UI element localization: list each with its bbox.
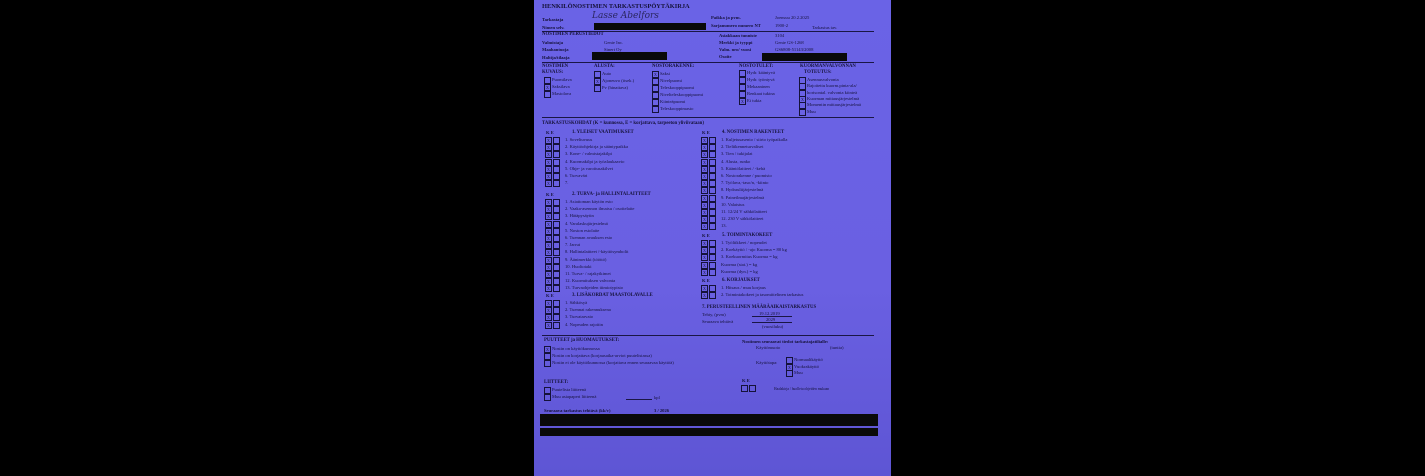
checklist-item: Puomilava [552,77,572,82]
checklist-item: Kuorma (stat.) = kg [721,261,758,267]
checkbox[interactable] [544,387,551,394]
sec5-heading: 5. TOIMINTAKOKEET [722,233,773,238]
divider [542,62,874,63]
tehty-label: Tehty, (pvm) [702,312,726,317]
checkbox[interactable] [594,71,601,78]
checklist-item: 3. Koekuormitus Kuorma = kg [721,254,778,260]
checkbox[interactable] [553,235,560,242]
checkbox[interactable]: X [545,257,552,264]
checkbox[interactable] [652,92,659,99]
checkbox[interactable] [553,199,560,206]
checkbox[interactable] [553,151,560,158]
checklist-item: 2. Toimintakokeet ja tasomittelinen tarkastus [721,292,804,298]
checkbox[interactable]: X [545,322,552,329]
checklist-item: 3. Kone- / valmistajakilpi [565,151,612,157]
checkbox[interactable] [739,77,746,84]
next-inspection-label: Seuraava tarkastus tehtävä (kk/v) [544,408,611,413]
ke-header-bottom: K E [742,378,750,383]
valm-value: GS6808-51143/2008 [775,47,814,52]
checkbox[interactable] [553,166,560,173]
checklist-item: 1. Sähkösyä [565,300,588,305]
checklist-item: 1. Kuljetusasento / siirto työpaikalla [721,137,788,142]
checkbox[interactable]: X [701,180,708,187]
nostoliike-heading: NOSTOTULET: [739,64,774,69]
checkbox[interactable] [709,159,716,166]
checkbox[interactable] [553,159,560,166]
checkbox[interactable] [652,85,659,92]
checkbox[interactable] [709,254,716,261]
checkbox[interactable]: X [786,364,793,371]
checklist-item: 1. Hitsaus / muu korjaus [721,285,766,290]
checklist-item: Hydr. kääntyvä [747,70,776,75]
checklist-item: Rajoitettu kuorm.pinta-ala/ [807,83,857,89]
tarkastaja-label: Tarkastaja [542,17,564,22]
nostorakenne-heading: NOSTORAKENNE: [652,64,695,69]
checkbox[interactable] [553,278,560,285]
ke-header-left: K E [546,130,554,135]
toteutus-heading: TOTEUTUS: [804,70,832,75]
checkbox[interactable]: X [545,228,552,235]
checklist-item: Mastolava [552,91,572,96]
checkbox[interactable] [553,249,560,256]
asiakkaan-label: Asiakkaan tunniste [719,33,757,38]
checkbox[interactable]: X [701,173,708,180]
checkbox[interactable]: X [545,242,552,249]
checklist-item: Renkaat tukina [747,91,775,96]
merkki-label: Merkki ja tyyppi [719,40,753,45]
sec2-heading: 2. TURVA- ja HALLINTALAITTEET [572,192,651,197]
checkbox[interactable]: X [544,346,551,353]
checkbox[interactable] [749,385,756,392]
osoite-label: Osoite [719,54,732,59]
checklist-item: 5. Kääntölaitteet / -kehä [721,165,766,171]
checkbox[interactable] [553,307,560,314]
redacted-owner [592,52,667,60]
checkbox[interactable]: X [545,264,552,271]
checkbox[interactable] [553,322,560,329]
checkbox[interactable]: X [594,78,601,85]
divider [542,117,874,118]
checklist-item: Pv (hinattava) [602,85,628,90]
checkbox[interactable] [652,99,659,106]
checkbox[interactable]: X [545,300,552,307]
checkbox[interactable]: X [545,180,552,187]
checklist-item: 4. Alusta, runko [721,158,751,164]
paikka-value: Joensuu 20.2.2025 [775,15,810,20]
checkbox[interactable] [709,151,716,158]
checkbox[interactable] [741,385,748,392]
checklist-item: Normaalikäyttö [794,357,823,362]
kayttotapa-label: Käyttötapa: [756,360,778,365]
checkbox[interactable]: X [701,151,708,158]
checkbox[interactable] [709,292,716,299]
checkbox[interactable] [709,202,716,209]
checkbox[interactable] [544,394,551,401]
nimen-selv-label: Nimen selv. [542,25,565,30]
checkbox[interactable] [709,240,716,247]
checklist-item: 8. Hydrauliijärjestelmä [721,187,764,193]
checkbox[interactable] [544,77,551,84]
checkbox[interactable]: X [545,144,552,151]
seuraava-label: Seuraava tehtävä [702,319,734,324]
seuraava-value: 2029 [766,317,776,322]
checkbox[interactable] [652,106,659,113]
checkbox[interactable] [652,78,659,85]
checklist-item: 4. Nopeuden rajoitin [565,321,603,327]
checkbox[interactable] [553,257,560,264]
checkbox[interactable] [553,206,560,213]
checklist-item: 1. Asiattoman käytön esto [565,199,613,204]
checklist-item: Momentin mittausjärjestelmä [807,102,861,108]
checklist-item: 11. Turva- / rajakytkimet [565,271,611,276]
maahantuoja-value: Sinert Oy [604,47,622,52]
tarkastuskohdat-heading: TARKASTUSKOHDAT (K = kunnossa, E = korjattava, tarpeeton yliviivataan) [542,121,704,126]
asiakkaan-value: 3104 [775,33,785,38]
checkbox[interactable] [553,228,560,235]
checkbox[interactable] [553,137,560,144]
checklist-item: 11. 12/24 V sähkölaitteet [721,209,767,214]
redacted-name [594,23,706,30]
checklist-item: Nivelpuomi [660,78,682,83]
checkbox[interactable]: X [701,240,708,247]
checklist-item: 4. Varalaskujärjestelmä [565,220,608,226]
checkbox[interactable] [709,195,716,202]
inspection-document [534,0,891,476]
checkbox[interactable]: X [545,285,552,292]
sec7-heading: 7. PERUSTEELLINEN MÄÄRÄAIKAISTARKASTUS [702,305,817,310]
checklist-item: 1. Työliikkeet / nopeudet [721,240,767,245]
underline [752,322,792,323]
checkbox[interactable] [739,91,746,98]
document-title: HENKILÖNOSTIMEN TARKASTUSPÖYTÄKIRJA [542,3,690,10]
checklist-item: Saksi [660,71,670,76]
checkbox[interactable]: X [701,262,708,269]
checkbox[interactable] [709,247,716,254]
paikka-label: Paikka ja pvm. [711,15,741,20]
checkbox[interactable] [553,144,560,151]
checkbox[interactable] [553,285,560,292]
sarjanumero-value: 1900-2 [775,23,789,28]
checklist-item: Hydr. työntyvä [747,77,775,82]
checklist-item: 9. Äänimerkki (tööttö) [565,256,607,262]
checklist-item: 1. Soveltuvuus [565,137,593,142]
checklist-item: Muu asiapaperi liitteenä [552,394,597,399]
checkbox[interactable]: X [545,199,552,206]
checkbox[interactable] [544,360,551,367]
kpl-label: kpl [654,395,660,400]
alusta-heading: ALUSTA: [594,64,615,69]
checkbox[interactable]: X [545,221,552,228]
checklist-item: 4. Kuormakilpi ja työalaukaavio [565,158,625,164]
ke-header-right3: K E [702,278,710,283]
checklist-item: 8. Hallintalaitteet /-käyttösymbolit [565,249,629,255]
checklist-item: Teleskooppipuomi [660,85,695,90]
checklist-item: 10. Valaistus [721,201,745,207]
checklist-item: 12. Kuormituksen valvonta [565,278,616,284]
checkbox[interactable] [553,264,560,271]
checkbox[interactable] [709,262,716,269]
checkbox[interactable]: X [701,292,708,299]
checkbox[interactable]: X [545,213,552,220]
checkbox[interactable]: X [545,159,552,166]
tuntia-label: (tuntia) [830,345,844,350]
liitteet-heading: LIITTEET: [544,380,569,385]
checkbox[interactable]: X [545,314,552,321]
checklist-item: Teleskooppimasto [660,106,694,111]
checklist-item: Saksilava [552,84,570,89]
checkbox[interactable]: X [799,96,806,103]
checklist-item: 6. Nostorakenne / puomisto [721,173,772,178]
checklist-item: 2. Tieliikenneturvaliset [721,144,764,150]
checkbox[interactable]: X [545,235,552,242]
checkbox[interactable]: X [652,71,659,78]
checkbox[interactable] [709,187,716,194]
checklist-item: Vuokrakäyttö [794,363,819,369]
checklist-item: Kuorma (dyn.) = kg [721,268,758,274]
perustiedot-heading: NOSTIMEN PERUSTIEDOT [542,32,604,37]
checklist-item: 7. Jarrut [565,242,581,248]
checklist-item: Nostin on korjattava (korjausaika-arviot puutelistassa) [552,353,652,358]
checklist-item: Muu [807,108,816,114]
checkbox[interactable]: X [701,285,708,292]
checkbox[interactable]: X [545,166,552,173]
checkbox[interactable]: X [701,216,708,223]
checkbox[interactable] [709,269,716,276]
checklist-item: 5. Ohje- ja varoitusakilvet [565,165,613,171]
checkbox[interactable]: X [701,166,708,173]
checkbox[interactable]: X [545,151,552,158]
checklist-item: 2. Vaaka-asennon ilmaisu / osoitelaite [565,206,635,212]
kuormanvalvonnan-heading: KUORMANVALVONNAN [800,64,856,69]
valmistaja-value: Genie Inc. [604,40,624,45]
checkbox[interactable]: X [701,269,708,276]
checklist-item: Asennusvalvonta [807,77,839,82]
kuvaus-label: KUVAUS: [542,70,564,75]
haltija-label: Haltija/tilaaja [542,55,570,60]
tarkastus-label: Tarkastus tav. [812,25,838,30]
checkbox[interactable]: X [701,254,708,261]
checkbox[interactable] [709,209,716,216]
sec3-heading: 3. LISÄKORDAT MAASTOLAVALLE [572,293,653,298]
checkbox[interactable]: X [701,137,708,144]
checklist-item: Nostin ei ole käyttökunnossa (korjattava ennen seuraavaa käyttöä) [552,360,674,365]
checklist-item: Puutelista liitteenä [552,387,587,392]
checkbox[interactable] [553,242,560,249]
checklist-item: 13. Turvaohjeiden tiimiotypisto [565,285,624,291]
checklist-item: 7. Työlava,-taso/n, -kiinto [721,180,769,186]
checkbox[interactable] [553,180,560,187]
checkbox[interactable] [709,285,716,292]
sarjanumero-label: Sarjanumero numero NT [711,23,761,28]
checklist-item: 2. Käyttöohjekirja ja sääntypaikka [565,144,629,150]
checkbox[interactable]: X [545,278,552,285]
checkbox[interactable]: X [701,195,708,202]
sec1-heading: 1. YLEISET VAATIMUKSET [572,130,634,135]
checkbox[interactable] [799,109,806,116]
next-inspection-value: 3 / 2026 [654,408,670,413]
checkbox[interactable]: X [545,307,552,314]
divider [542,335,874,336]
checklist-item: 13. [721,223,727,229]
valmistaja-label: Valmistaja [542,40,564,45]
ke-header-right: K E [702,130,710,135]
checkbox[interactable]: X [739,98,746,105]
checklist-item: Mekaaninen [747,84,770,89]
checkbox[interactable] [739,84,746,91]
checklist-item: Ei tukia [747,98,762,103]
seuraava-heading: Nostimen seuraavat tiedot tarkastajatilialle: [742,339,829,344]
checklist-item: Kuorman mittausjärjestelmä [807,95,860,101]
checkbox[interactable]: X [701,209,708,216]
checkbox[interactable]: X [701,144,708,151]
checkbox[interactable]: X [545,173,552,180]
checkbox[interactable]: X [701,159,708,166]
redacted-address [762,53,847,61]
checkbox[interactable] [786,370,793,377]
checkbox[interactable]: X [545,271,552,278]
kayttomuoto-label: Käyttömuoto [756,345,781,350]
sec4-heading: 4. NOSTIMEN RAKENTEET [722,130,785,135]
checklist-item: 3. Tien / tukijalat [721,151,753,157]
checkbox[interactable]: X [545,137,552,144]
checkbox[interactable] [553,271,560,278]
underline [626,399,652,400]
checkbox[interactable] [553,314,560,321]
checklist-item: Auto [602,71,612,76]
tehty-value: 19.12.2019 [759,311,780,316]
ke-header-left3: K E [546,293,554,298]
checklist-item: 6. Turvaväri [565,173,588,178]
nostimen-label: NOSTIMEN [542,64,569,69]
checkbox[interactable]: X [701,187,708,194]
checklist-item: Nostin on käyttökunnossa [552,346,600,351]
redacted-footer-1 [540,414,878,426]
checklist-item: 2. Tuennat rakennuksena [565,307,611,313]
sec6-heading: 6. KORJAUKSET [722,278,760,283]
checkbox[interactable] [709,180,716,187]
valm-label: Valm. nro/ vuosi [719,47,752,52]
checkbox[interactable] [553,221,560,228]
checklist-item: 7. [565,180,569,186]
checkbox[interactable]: X [545,249,552,256]
ke-header-left2: K E [546,192,554,197]
checklist-item: Kiinteäpuomi [660,99,686,104]
checkbox[interactable] [709,144,716,151]
checkbox[interactable]: X [701,202,708,209]
checklist-item: Muu [794,370,803,375]
checkbox[interactable] [739,70,746,77]
ke-header-right2: K E [702,233,710,238]
checkbox[interactable] [553,300,560,307]
checkbox[interactable]: X [701,247,708,254]
checklist-item: 3. Hätäpysäytin [565,213,594,219]
puutteet-heading: PUUTTEET ja HUOMAUTUKSET: [544,338,620,343]
checkbox[interactable]: X [701,223,708,230]
checkbox[interactable]: X [545,206,552,213]
checkbox[interactable] [594,85,601,92]
checkbox[interactable] [553,173,560,180]
checklist-item: 9. Paineilmajärjestelmä [721,194,765,200]
checklist-item: 12. 230 V sähkölaitteet [721,216,764,222]
checkbox[interactable] [709,137,716,144]
checklist-item: 2. Koekäyttö / -ajo Kuorma = 80 kg [721,247,787,253]
checkbox[interactable] [709,223,716,230]
merkki-value: Genie GS-1268 [775,40,804,45]
checkbox[interactable] [709,166,716,173]
checkbox[interactable] [709,173,716,180]
checkbox[interactable] [544,91,551,98]
checkbox[interactable] [709,216,716,223]
checkbox[interactable] [553,213,560,220]
vuosiluku-label: (vuosiluku) [762,324,784,329]
checkbox[interactable]: X [544,84,551,91]
haalakirja-text: Haalakirja / huolletu ohjeiden mukaan [774,387,830,391]
checkbox[interactable] [544,353,551,360]
maahantuoja-label: Maahantuoja [542,47,569,52]
checklist-item: horisontal. valvonta kiinteä [807,89,858,95]
checklist-item: Ajoneuvo (itsek.) [602,78,635,83]
checklist-item: 6. Tuennan avauksen esto [565,235,613,240]
checklist-item: 5. Noston estolaite [565,227,600,233]
signature: Lasse Abelfors [592,11,659,21]
checklist-item: 3. Turvatarvaio [565,314,594,320]
redacted-footer-2 [540,428,878,436]
checklist-item: Nivelteleskooppipuomi [660,92,704,97]
checklist-item: 10. Huoltotaki [565,263,592,269]
